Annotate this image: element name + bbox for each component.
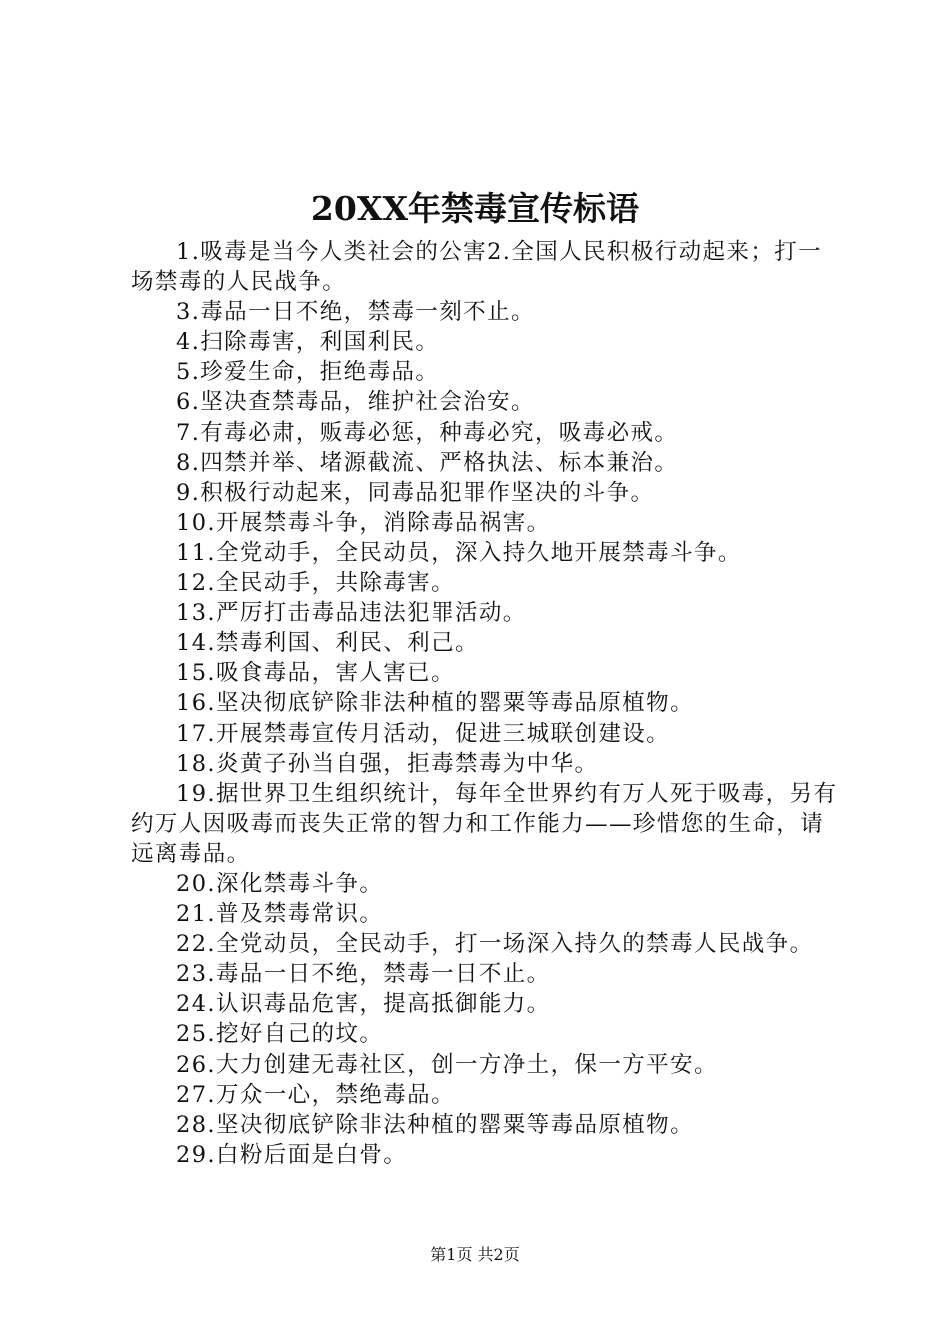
paragraph-20: 20.深化禁毒斗争。: [176, 870, 384, 897]
document-title: 20XX年禁毒宣传标语: [310, 189, 640, 228]
paragraph-19: 19.据世界卫生组织统计，每年全世界约有万人死于吸毒，另有约万人因吸毒而丧失正常的智力和工作能力——珍惜您的生命，请远离毒品。: [131, 780, 838, 867]
paragraph-14: 14.禁毒利国、利民、利己。: [176, 630, 479, 657]
paragraph-28: 28.坚决彻底铲除非法种植的罂粟等毒品原植物。: [176, 1111, 694, 1138]
paragraph-8: 8.四禁并举、堵源截流、严格执法、标本兼治。: [176, 449, 679, 476]
paragraph-21: 21.普及禁毒常识。: [176, 901, 384, 928]
paragraph-7: 7.有毒必肃，贩毒必惩，种毒必究，吸毒必戒。: [176, 419, 679, 446]
paragraph-26: 26.大力创建无毒社区，创一方净土，保一方平安。: [176, 1051, 718, 1078]
paragraph-6: 6.坚决查禁毒品，维护社会治安。: [176, 389, 535, 416]
paragraph-23: 23.毒品一日不绝，禁毒一日不止。: [176, 961, 551, 988]
paragraph-24: 24.认识毒品危害，提高抵御能力。: [176, 991, 551, 1018]
paragraph-5: 5.珍爱生命，拒绝毒品。: [176, 359, 440, 386]
paragraph-27: 27.万众一心，禁绝毒品。: [176, 1081, 455, 1108]
paragraph-10: 10.开展禁毒斗争，消除毒品祸害。: [176, 509, 551, 536]
paragraph-22: 22.全党动员，全民动手，打一场深入持久的禁毒人民战争。: [176, 931, 814, 958]
paragraph-9: 9.积极行动起来，同毒品犯罪作坚决的斗争。: [176, 479, 655, 506]
paragraph-3: 3.毒品一日不绝，禁毒一刻不止。: [176, 299, 535, 326]
paragraph-12: 12.全民动手，共除毒害。: [176, 570, 455, 597]
paragraph-11: 11.全党动手，全民动员，深入持久地开展禁毒斗争。: [176, 539, 742, 566]
paragraph-18: 18.炎黄子孙当自强，拒毒禁毒为中华。: [176, 750, 599, 777]
paragraph-25: 25.挖好自己的坟。: [176, 1021, 384, 1048]
paragraph-17: 17.开展禁毒宣传月活动，促进三城联创建设。: [176, 720, 671, 747]
paragraph-15: 15.吸食毒品，害人害已。: [176, 660, 455, 687]
paragraph-29: 29.白粉后面是白骨。: [176, 1141, 408, 1168]
paragraph-13: 13.严厉打击毒品违法犯罪活动。: [176, 600, 527, 627]
paragraph-4: 4.扫除毒害，利国利民。: [176, 329, 440, 356]
paragraph-16: 16.坚决彻底铲除非法种植的罂粟等毒品原植物。: [176, 690, 694, 717]
document-body: [131, 237, 843, 1170]
paragraph-1: 1.吸毒是当今人类社会的公害2.全国人民积极行动起来；打一场禁毒的人民战争。: [131, 239, 823, 296]
page-footer: 第1页 共2页: [430, 1245, 520, 1264]
